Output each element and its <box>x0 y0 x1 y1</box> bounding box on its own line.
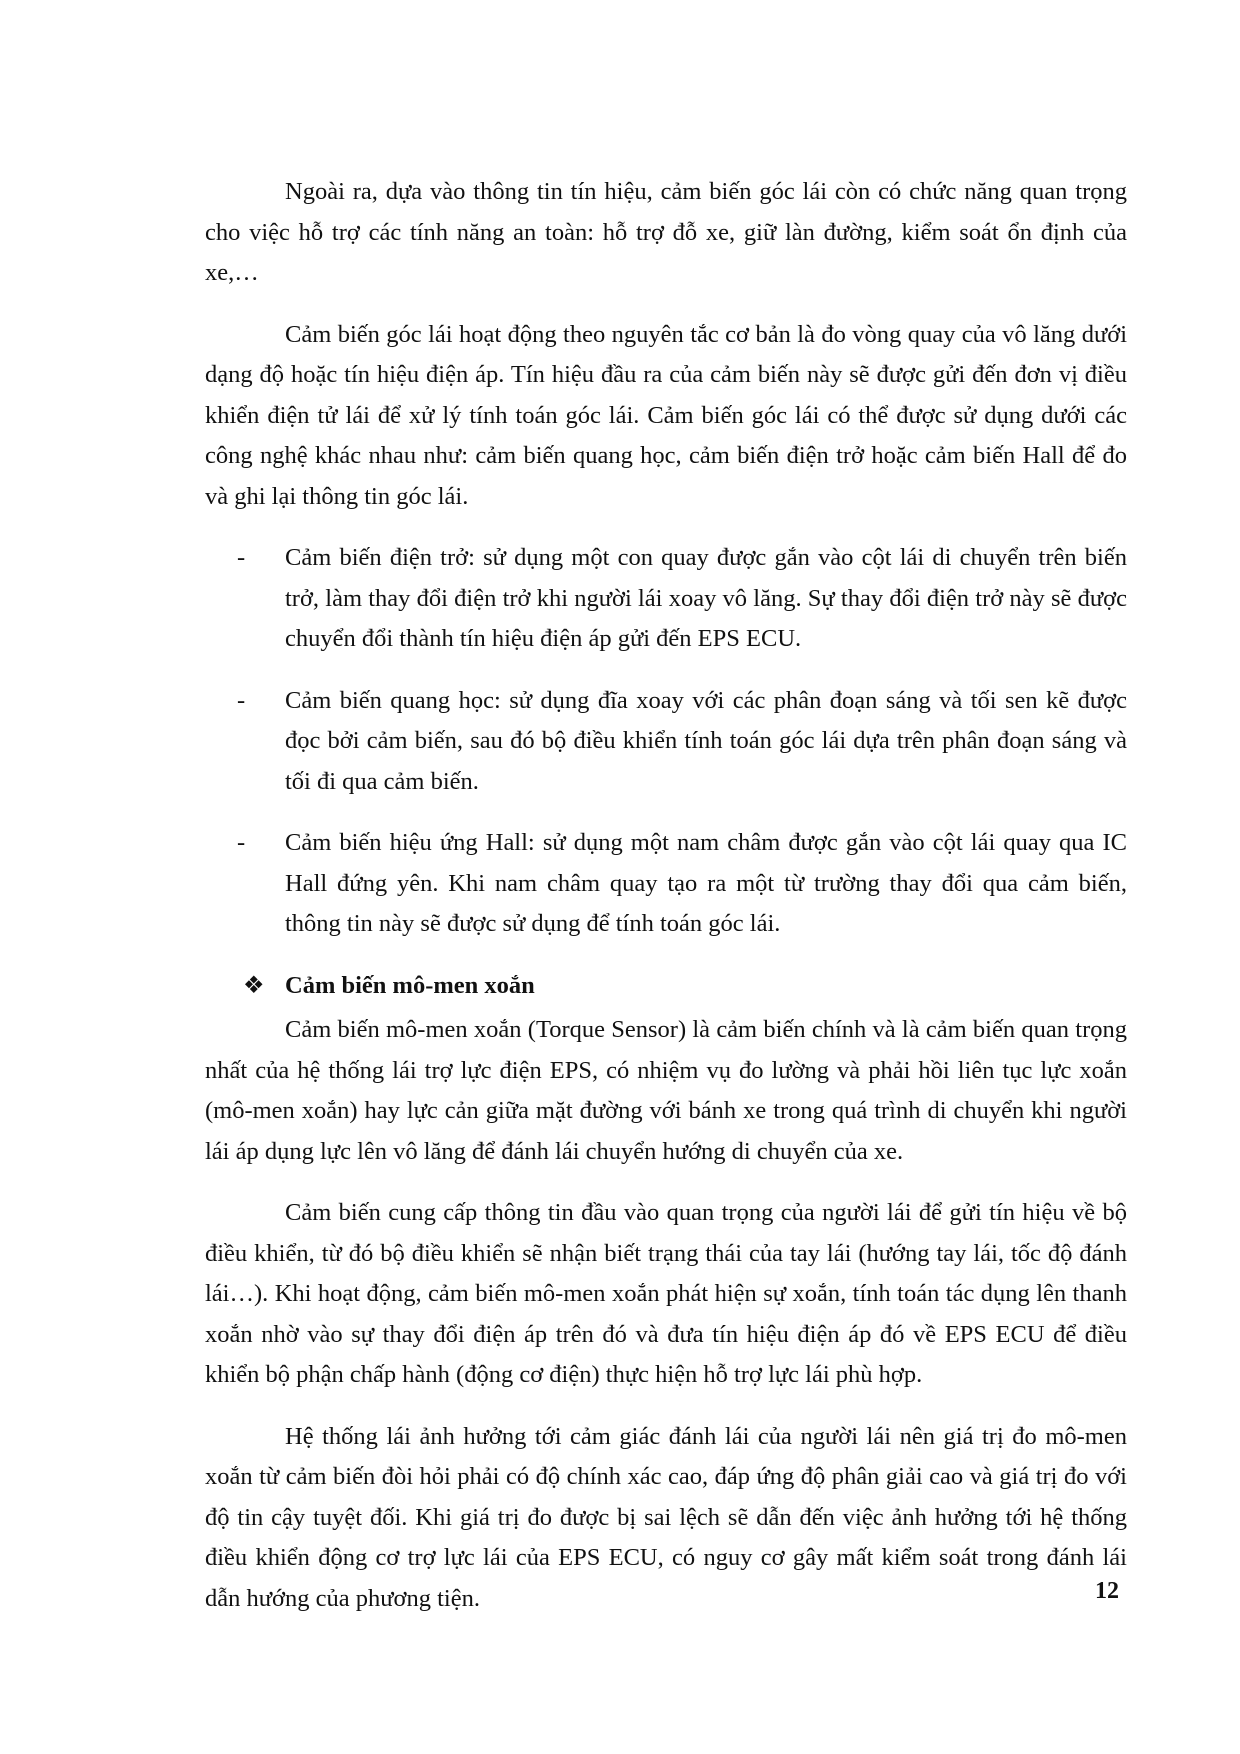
list-item-hall-sensor <box>205 823 1127 945</box>
section-heading-torque-sensor <box>205 966 1127 1007</box>
dash-bullet: - <box>237 544 246 571</box>
list-item-text: Cảm biến quang học: sử dụng đĩa xoay với các phân đoạn sáng và tối sen kẽ được đọc bởi cảm biến, sau đó bộ điều khiển tính toán góc lái dựa trên phân đoạn sáng và tối đi qua cảm biến. <box>285 686 1127 795</box>
paragraph-torque-sensor-definition: Cảm biến mô-men xoắn (Torque Sensor) là cảm biến chính và là cảm biến quan trọng nhất của hệ thống lái trợ lực điện EPS, có nhiệm vụ đo lường và phải hồi liên tục lực xoắn (mô-men xoắn) hay lực cản giữa mặt đường với bánh xe trong quá trình di chuyển khi người lái áp dụng lực lên vô lăng để đánh lái chuyển hướng di chuyển của xe. <box>205 1016 1127 1165</box>
paragraph-angle-sensor-principle: Cảm biến góc lái hoạt động theo nguyên tắc cơ bản là đo vòng quay của vô lăng dưới dạng độ hoặc tín hiệu điện áp. Tín hiệu đầu ra của cảm biến này sẽ được gửi đến đơn vị điều khiển điện tử lái để xử lý tính toán góc lái. Cảm biến góc lái có thể được sử dụng dưới các công nghệ khác nhau như: cảm biến quang học, cảm biến điện trở hoặc cảm biến Hall để đo và ghi lại thông tin góc lái. <box>205 320 1127 510</box>
list-item-text: Cảm biến hiệu ứng Hall: sử dụng một nam châm được gắn vào cột lái quay qua IC Hall đứng yên. Khi nam châm quay tạo ra một từ trường thay đổi qua cảm biến, thông tin này sẽ được sử dụng để tính toán góc lái. <box>285 829 1127 937</box>
diamond-bullet-icon: ❖ <box>243 972 265 999</box>
section-heading-text: Cảm biến mô-men xoắn <box>285 971 535 999</box>
paragraph-torque-sensor-operation: Cảm biến cung cấp thông tin đầu vào quan trọng của người lái để gửi tín hiệu về bộ điều khiển, từ đó bộ điều khiển sẽ nhận biết trạng thái của tay lái (hướng tay lái, tốc độ đánh lái…). Khi hoạt động, cảm biến mô-men xoắn phát hiện sự xoắn, tính toán tác dụng lên thanh xoắn nhờ vào sự thay đổi điện áp trên đó và đưa tín hiệu điện áp đó về EPS ECU để điều khiển bộ phận chấp hành (động cơ điện) thực hiện hỗ trợ lực lái phù hợp. <box>205 1199 1127 1388</box>
list-item-optical-sensor <box>205 681 1127 803</box>
list-item-text: Cảm biến điện trở: sử dụng một con quay được gắn vào cột lái di chuyển trên biến trở, làm thay đổi điện trở khi người lái xoay vô lăng. Sự thay đổi điện trở này sẽ được chuyển đổi thành tín hiệu điện áp gửi đến EPS ECU. <box>285 544 1127 652</box>
list-item-resistive-sensor <box>205 538 1127 660</box>
page-number: 12 <box>1095 1578 1119 1604</box>
paragraph-safety-features: Ngoài ra, dựa vào thông tin tín hiệu, cảm biến góc lái còn có chức năng quan trọng cho việc hỗ trợ các tính năng an toàn: hỗ trợ đỗ xe, giữ làn đường, kiểm soát ổn định của xe,… <box>205 178 1127 286</box>
dash-bullet: - <box>237 829 246 856</box>
document-body <box>205 172 1127 1640</box>
paragraph-torque-sensor-accuracy: Hệ thống lái ảnh hưởng tới cảm giác đánh lái của người lái nên giá trị đo mô-men xoắn từ cảm biến đòi hỏi phải có độ chính xác cao, đáp ứng độ phân giải cao và giá trị đo với độ tin cậy tuyệt đối. Khi giá trị đo được bị sai lệch sẽ dẫn đến việc ảnh hưởng tới hệ thống điều khiển động cơ trợ lực lái của EPS ECU, có nguy cơ gây mất kiểm soát trong đánh lái dẫn hướng của phương tiện. <box>205 1422 1127 1612</box>
dash-bullet: - <box>237 686 246 714</box>
